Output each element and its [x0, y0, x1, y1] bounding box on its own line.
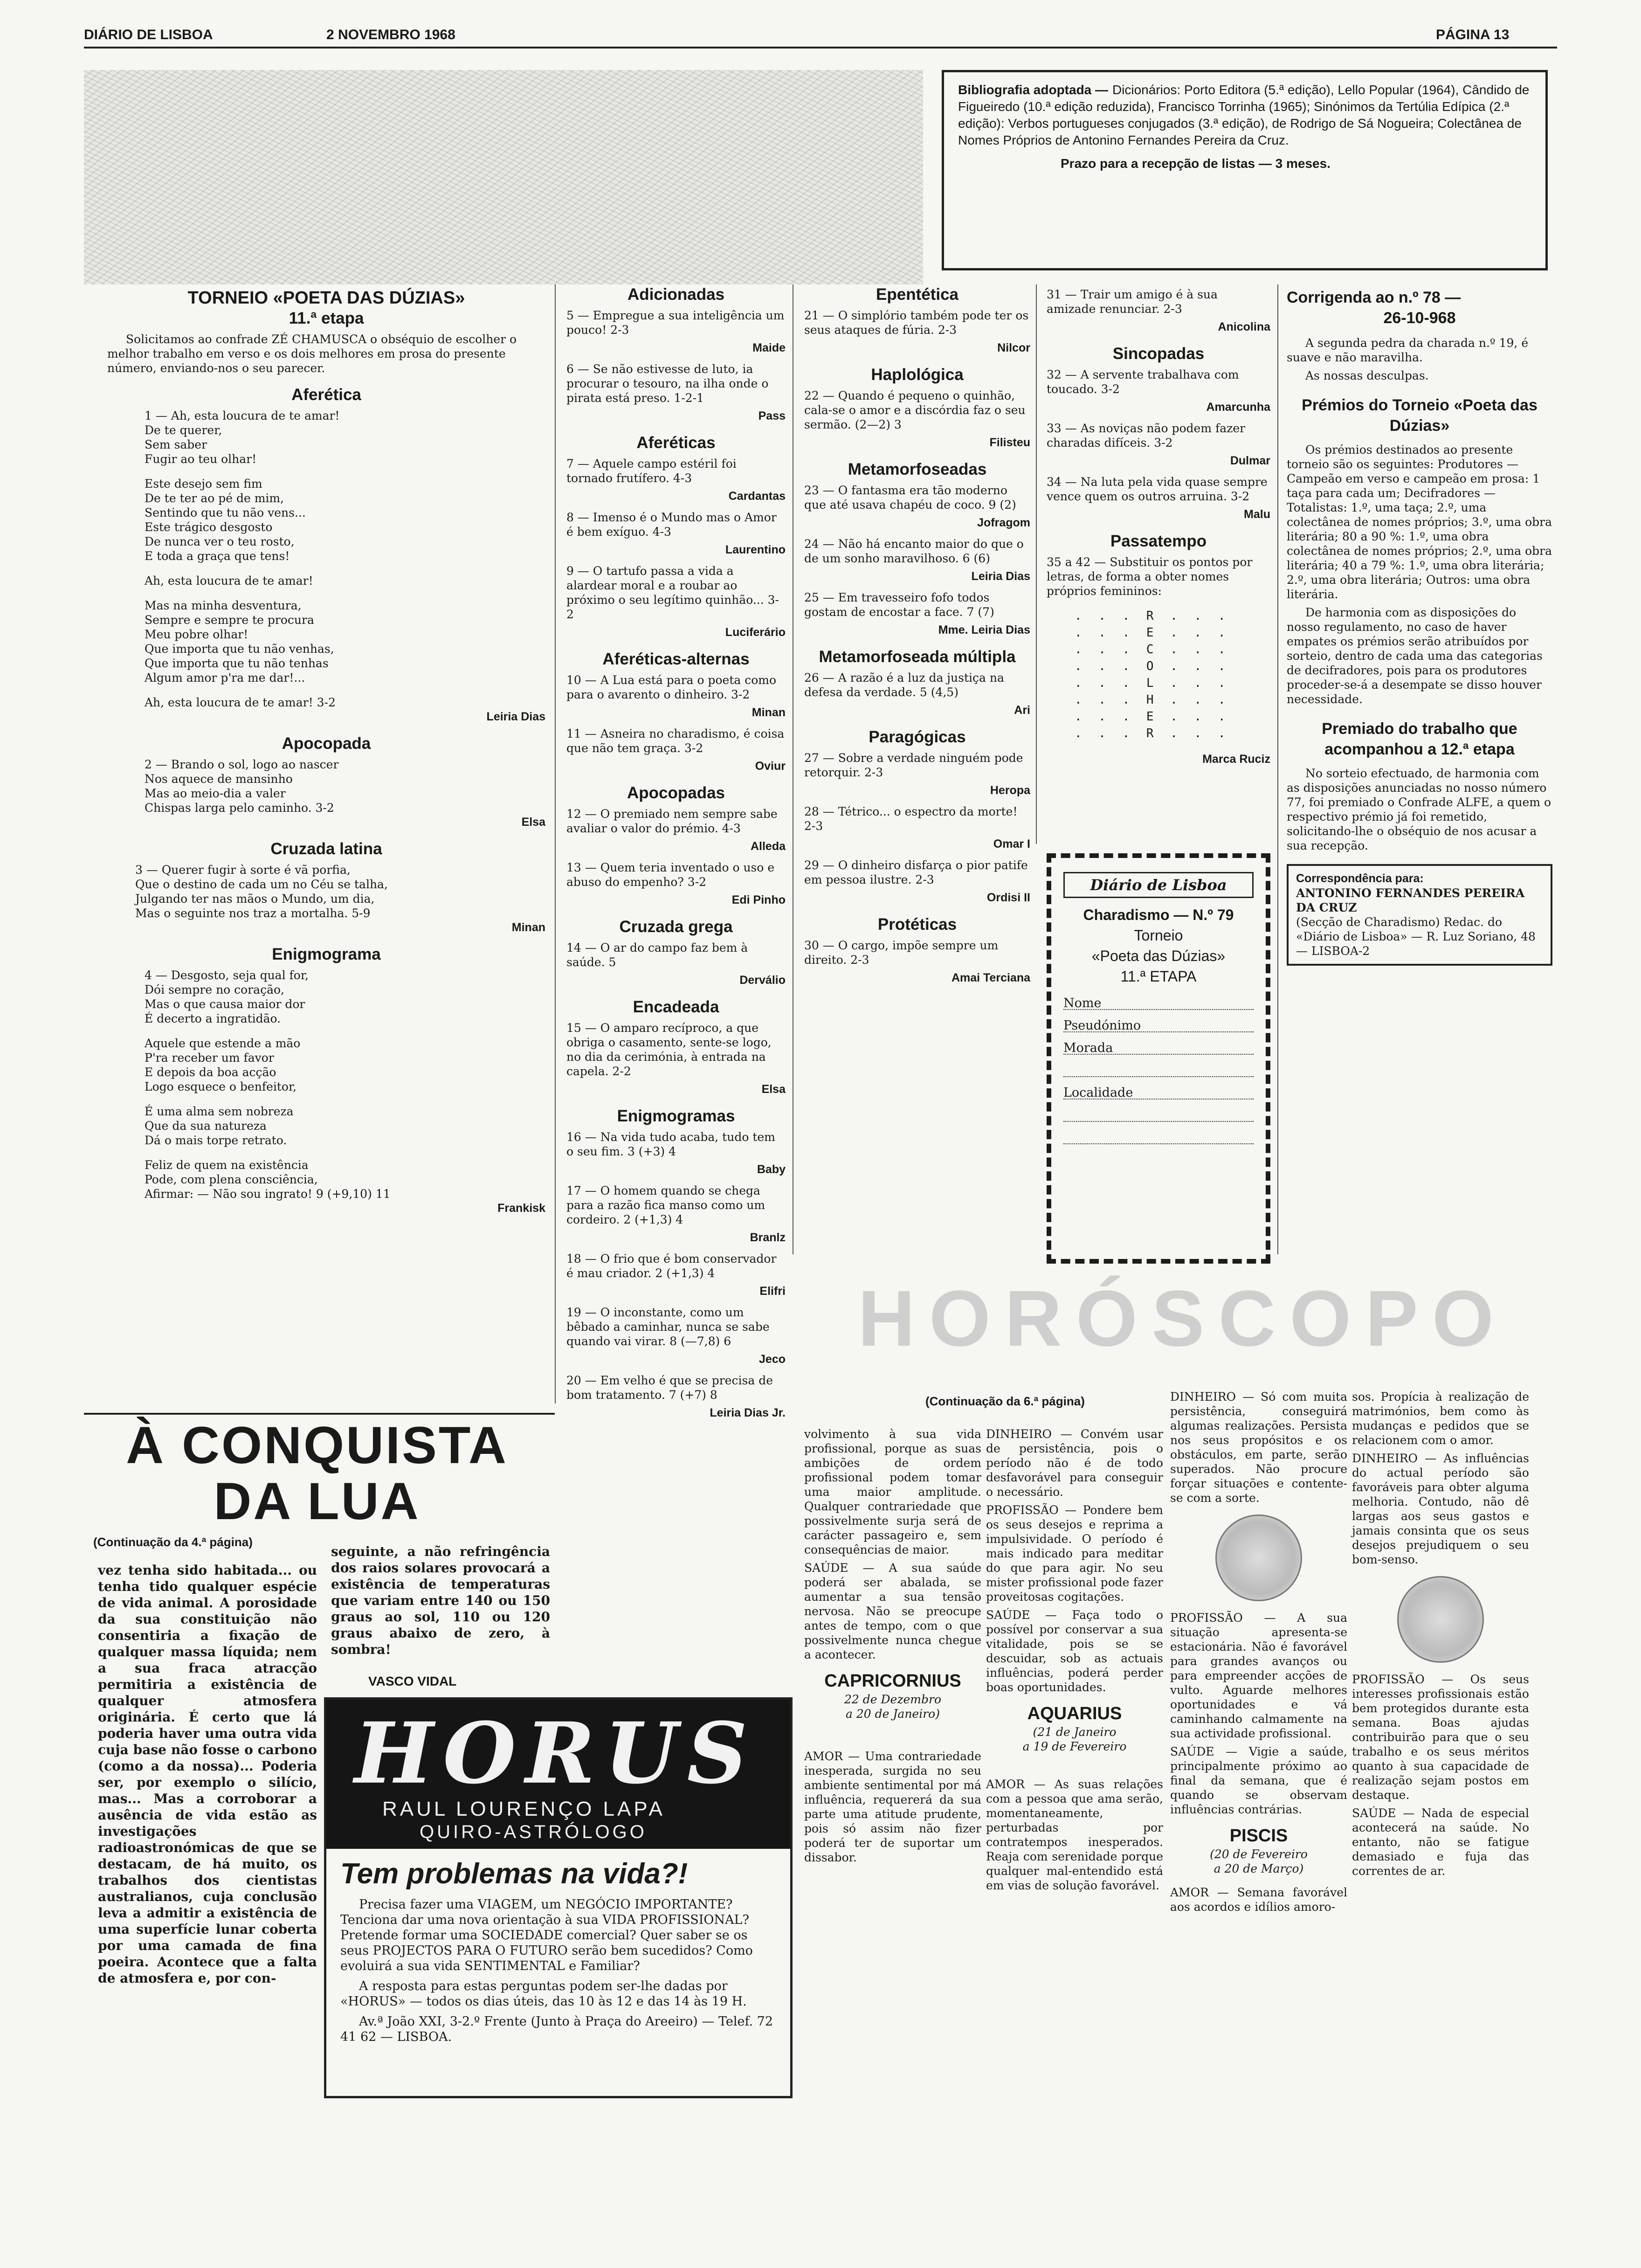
- horoscope-col-1: [804, 1427, 981, 1868]
- issue-date: 2 NOVEMBRO 1968: [326, 27, 455, 42]
- faded-banner-image: [84, 70, 923, 284]
- horus-address: Av.ª João XXI, 3-2.º Frente (Junto à Praça do Areeiro) — Telef. 72 41 62 — LISBOA.: [340, 2014, 773, 2044]
- poem-line: Julgando ter nas mãos o Mundo, um dia,: [135, 892, 375, 906]
- charade: 19 — O inconstante, como um bêbado a caminhar, nunca se sabe quando vai virar. 8 (—7,8) 6: [566, 1306, 770, 1348]
- corrigenda-title: Corrigenda ao n.º 78 —: [1287, 289, 1461, 306]
- charade: 32 — A servente trabalhava com toucado. 3-2: [1047, 368, 1239, 396]
- coupon-line: Torneio: [1134, 927, 1183, 944]
- letter-grid: . . . R . . . . . . E . . . . . . C . . . . . . O . . . . . . L . . . . . . H . . . . . . E . . . . . . R . . .: [1075, 609, 1230, 740]
- grid-letter: C: [1146, 643, 1158, 657]
- moon-article-col-1: vez tenha sido habitada... ou tenha tido qualquer espécie de vida animal. A porosidade da sua constituição não consentiria a fixação de qualquer massa líquida; nem a sua fraca atracção permitiria a existência de qualquer atmosfera originária. É certo que lá poderia haver uma outra vida cuja base não fosse o carbono (como a da nossa)... Poderia ser, por exemplo o silício, mas... Mas a corroborar a ausência de vida estão as investigações radioastronómicas de que se destacam, de há muito, os trabalhos dos cientistas australianos, cuja conclusão leva a admitir a existência de uma superfície lunar coberta por uma camada de fina poeira. Acontece que a falta de atmosfera e, por con-: [98, 1563, 317, 1986]
- author: Luciferário: [725, 626, 786, 639]
- horoscope-text: PROFISSÃO — Os seus interesses profissionais estão bem protegidos durante esta semana. Boas ajudas contribuirão para que o seu trabalho e os seus méritos quanto à sua capacidade de realização sejam postos em destaque.: [1352, 1673, 1529, 1802]
- sign-capricorn: CAPRICORNIUS: [824, 1671, 961, 1691]
- section-heading: Aferéticas: [636, 434, 716, 452]
- author: Marca Ruciz: [1202, 753, 1270, 766]
- coupon-locality-field[interactable]: Localidade: [1063, 1086, 1254, 1099]
- sign-dates: (21 de Janeiro: [1033, 1725, 1117, 1739]
- author: Baby: [757, 1163, 786, 1176]
- charade: 8 — Imenso é o Mundo mas o Amor é bem exíguo. 4-3: [566, 511, 777, 539]
- section-heading: Enigmogramas: [617, 1107, 735, 1125]
- charade: 23 — O fantasma era tão moderno que até usava chapéu de coco. 9 (2): [804, 484, 1016, 512]
- poem-line: Ah, esta loucura de te amar!: [145, 574, 313, 588]
- charade: 7 — Aquele campo estéril foi tornado frutífero. 4-3: [566, 457, 737, 485]
- poem-line: De te ter ao pé de mim,: [145, 491, 284, 505]
- grid-letter: O: [1146, 659, 1158, 673]
- horus-logo: HORUS: [354, 1704, 757, 1803]
- coupon-line: Charadismo — N.º 79: [1083, 906, 1234, 923]
- horoscope-text: PROFISSÃO — A sua situação apresenta-se estacionária. Não é favorável para grandes avanços ou para empreender acções de vulto. Aguarde melhores oportunidades e vá caminhando calmamente na sua actividade profissional.: [1170, 1611, 1347, 1740]
- sign-dates: a 19 de Fevereiro: [1022, 1740, 1127, 1753]
- author: Cardantas: [728, 490, 786, 503]
- poem-line: Chispas larga pelo caminho. 3-2: [145, 801, 334, 815]
- section-heading: Metamorfoseada múltipla: [819, 648, 1016, 666]
- poem-line: P'ra receber um favor: [145, 1051, 274, 1065]
- poem-line: Aquele que estende a mão: [145, 1037, 301, 1050]
- sign-dates: (20 de Fevereiro: [1210, 1847, 1308, 1861]
- charade: 24 — Não há encanto maior do que o de um sonho maravilhoso. 6 (6): [804, 537, 1024, 565]
- winner-text: No sorteio efectuado, de harmonia com as disposições anunciadas no nosso número 77, foi premiado o Confrade ALFE, a quem o respectivo prémio já foi remetido, solicitando-lhe o obséquio de nos acusar a sua recepção.: [1287, 767, 1551, 852]
- poem-line: Pode, com plena consciência,: [145, 1173, 318, 1186]
- poem-line: Que o destino de cada um no Céu se talha,: [135, 878, 388, 891]
- poem-line: Sentindo que tu não vens...: [145, 506, 306, 519]
- author: Jeco: [759, 1353, 786, 1366]
- poem-line: Afirmar: — Não sou ingrato! 9 (+9,10) 11: [145, 1187, 391, 1201]
- charade: 10 — A Lua está para o poeta como para o avarento o dinheiro. 3-2: [566, 673, 777, 701]
- bibliography-box: [942, 70, 1548, 270]
- section-heading: Aferética: [291, 386, 361, 404]
- poem-line: Algum amor p'ra me dar!...: [145, 671, 305, 685]
- sign-dates: 22 de Dezembro: [844, 1693, 942, 1706]
- correspondence-name: ANTONINO FERNANDES PEREIRA DA CRUZ: [1296, 886, 1525, 914]
- charade: 21 — O simplório também pode ter os seus ataques de fúria. 2-3: [804, 309, 1029, 337]
- poem-line: É uma alma sem nobreza: [145, 1105, 294, 1118]
- section-heading: Haplológica: [871, 366, 964, 384]
- coupon-line: «Poeta das Dúzias»: [1091, 947, 1226, 964]
- sign-aquarius: AQUARIUS: [1027, 1704, 1122, 1723]
- grid-letter: E: [1146, 626, 1158, 640]
- poem-line: De nunca ver o teu rosto,: [145, 535, 295, 548]
- corrigenda-text: A segunda pedra da charada n.º 19, é suave e não maravilha.: [1287, 336, 1529, 364]
- poem-line: E toda a graça que tens!: [145, 549, 290, 563]
- entry-coupon: [1047, 853, 1270, 1264]
- horoscope-text: DINHEIRO — Convém usar de persistência, pois o período não é de todo desfavorável para conseguir o necessário.: [986, 1427, 1163, 1499]
- charade: 34 — Na luta pela vida quase sempre vence quem os outros arruina. 3-2: [1047, 475, 1268, 503]
- charade: 17 — O homem quando se chega para a razão fica manso como um cordeiro. 2 (+1,3) 4: [566, 1184, 765, 1226]
- horoscope-col-2: [986, 1427, 1163, 1896]
- horoscope-text: DINHEIRO — Só com muita persistência, conseguirá algumas realizações. Persista nos seus propósitos e os obstáculos, em parte, serão superados. Não procure forçar situações e contente-se com a sorte.: [1170, 1390, 1347, 1505]
- poem-line: De te querer,: [145, 423, 222, 437]
- charade: 29 — O dinheiro disfarça o pior patife em pessoa ilustre. 2-3: [804, 858, 1028, 886]
- author: Leiria Dias Jr.: [710, 1406, 786, 1419]
- coupon-line: 11.ª ETAPA: [1120, 968, 1197, 985]
- poem-line: Meu pobre olhar!: [145, 628, 248, 641]
- author: Leiria Dias: [486, 710, 545, 723]
- charade: 28 — Tétrico... o espectro da morte! 2-3: [804, 805, 1018, 833]
- poem-line: 1 — Ah, esta loucura de te amar!: [145, 409, 340, 422]
- horus-name: RAUL LOURENÇO LAPA: [382, 1798, 665, 1820]
- horoscope-title: HORÓSCOPO: [858, 1274, 1508, 1363]
- author: Jofragom: [977, 516, 1030, 529]
- poem-line: Que da sua natureza: [145, 1119, 267, 1133]
- poem-line: Nos aquece de mansinho: [145, 772, 293, 786]
- section-heading: Adicionadas: [627, 285, 725, 304]
- charade: 30 — O cargo, impõe sempre um direito. 2-3: [804, 939, 999, 967]
- author: Maide: [752, 341, 786, 354]
- horoscope-text: SAÚDE — Faça todo o possível por conservar a sua vitalidade, pois se se descuidar, sob as actuais influências, poderá perder boas oportunidades.: [986, 1608, 1163, 1694]
- horoscope-text: SAÚDE — A sua saúde poderá ser abalada, se aumentar a sua tensão nervosa. Não se preocupe antes de tempo, com o que possivelmente nunca chegue a acontecer.: [804, 1561, 981, 1661]
- moon-article-col-2: seguinte, a não refringência dos raios solares provocará a existência de temperaturas que variam entre 140 ou 150 graus ao sol, 110 ou 120 graus abaixo de zero, à sombra!: [331, 1544, 550, 1657]
- charade: 27 — Sobre a verdade ninguém pode retorquir. 2-3: [804, 751, 1023, 779]
- section-heading: Metamorfoseadas: [848, 460, 987, 478]
- author: Omar I: [993, 837, 1030, 850]
- horoscope-text: AMOR — Uma contrariedade inesperada, surgida no seu ambiente sentimental por má influência, requererá da sua parte uma atitude prudente, pois só assim não fizer poderá ter de suportar um dissabor.: [804, 1749, 981, 1864]
- column-divider: [1036, 284, 1037, 844]
- zodiac-medallion-icon: [1215, 1514, 1302, 1601]
- author: Leiria Dias: [971, 570, 1030, 583]
- section-heading: Paragógicas: [869, 728, 966, 746]
- section-heading: Aferéticas-alternas: [602, 650, 750, 668]
- horoscope-text: AMOR — As suas relações com a pessoa que ama serão, momentaneamente, perturbadas por contratempos inesperados. Reaja com serenidade porque qualquer mal-entendido está em vias de solução favorável.: [986, 1777, 1163, 1892]
- poem-line: Sempre e sempre te procura: [145, 613, 314, 627]
- coupon-address-field[interactable]: Morada: [1063, 1041, 1254, 1055]
- coupon-pseudonym-field[interactable]: Pseudónimo: [1063, 1018, 1254, 1032]
- bibliography-deadline: Prazo para a recepção de listas — 3 meses.: [1061, 156, 1331, 171]
- coupon-extra-field[interactable]: [1063, 1108, 1254, 1122]
- coupon-extra-field[interactable]: [1063, 1130, 1254, 1144]
- bibliography-text: Dicionários: Porto Editora (5.ª edição), Lello Popular (1964), Cândido de Figueiredo (10.ª edição reduzida), Francisco Torrinha (1965); Sinónimos da Tertúlia Edípica (2.ª edição): Verbos portugueses conjugados (3.ª edição), de Rodrigo de Sá Nogueira; Colectânea de Nomes Próprios de Antonino Fernandes Pereira da Cruz.: [958, 83, 1530, 147]
- author: Mme. Leiria Dias: [938, 623, 1030, 636]
- author: Elsa: [521, 816, 545, 829]
- horus-advert: [324, 1697, 793, 2098]
- author: Ari: [1014, 704, 1030, 717]
- author: Branlz: [750, 1231, 786, 1244]
- section-heading: Apocopada: [282, 734, 371, 753]
- page-number: PÁGINA 13: [1436, 27, 1510, 42]
- horoscope-text: SAÚDE — Vigie a saúde, principalmente próximo ao final da semana, que é quando se observam influências contrárias.: [1170, 1745, 1347, 1816]
- sign-pisces: PISCIS: [1229, 1826, 1288, 1846]
- winner-title: Premiado do trabalho que acompanhou a 12.ª etapa: [1322, 720, 1517, 758]
- charade: 15 — O amparo recíproco, a que obriga o casamento, sente-se logo, no dia da cerimónia, à entrada na capela. 2-2: [566, 1021, 772, 1078]
- poem-line: Que importa que tu não venhas,: [145, 642, 334, 656]
- poem-line: Este desejo sem fim: [145, 477, 262, 491]
- charade: 6 — Se não estivesse de luto, ia procurar o tesouro, na ilha onde o pirata está preso. 1-2-1: [566, 362, 769, 405]
- poem-line: Dói sempre no coração,: [145, 983, 284, 996]
- horoscope-col-4: [1352, 1390, 1529, 1882]
- author: Minan: [752, 706, 786, 719]
- horus-banner: [326, 1700, 790, 1849]
- stage-label: 11.ª etapa: [289, 309, 364, 327]
- poem-line: Mas o seguinte nos traz a mortalha. 5-9: [135, 906, 371, 920]
- charade: 25 — Em travesseiro fofo todos gostam de encostar a face. 7 (7): [804, 591, 994, 619]
- charadas-column-4: [1047, 287, 1270, 773]
- charade: 16 — Na vida tudo acaba, tudo tem o seu fim. 3 (+3) 4: [566, 1130, 775, 1158]
- moon-title-line-1: À CONQUISTA: [126, 1416, 508, 1474]
- poem-line: Que importa que tu não tenhas: [145, 657, 329, 670]
- section-heading: Apocopadas: [627, 784, 725, 802]
- correspondence-address: (Secção de Charadismo) Redac. do «Diário de Lisboa» — R. Luz Soriano, 48 — LISBOA-2: [1296, 915, 1536, 958]
- author: Amai Terciana: [951, 971, 1030, 984]
- moon-article: [84, 1418, 550, 1555]
- horoscope-text: AMOR — Semana favorável aos acordos e idílios amoro-: [1170, 1886, 1347, 1914]
- section-heading: Enigmograma: [272, 945, 381, 963]
- section-heading: Cruzada latina: [270, 840, 382, 858]
- poem-line: Dá o mais torpe retrato.: [145, 1134, 287, 1147]
- coupon-masthead: Diário de Lisboa: [1063, 872, 1254, 898]
- author: Anicolina: [1218, 320, 1270, 333]
- poem-line: E depois da boa acção: [145, 1065, 276, 1079]
- poem-line: 3 — Querer fugir à sorte é vã porfia,: [135, 863, 351, 877]
- grid-letter: H: [1146, 693, 1158, 707]
- author: Dulmar: [1230, 454, 1270, 467]
- horus-subtitle: QUIRO-ASTRÓLOGO: [420, 1822, 647, 1842]
- author: Pass: [758, 409, 786, 422]
- moon-continuation: (Continuação da 4.ª página): [93, 1535, 253, 1549]
- correspondence-title: Correspondência para:: [1296, 872, 1424, 885]
- author: Amarcunha: [1206, 401, 1270, 414]
- column-divider: [1277, 284, 1278, 1254]
- horoscope-text: PROFISSÃO — Pondere bem os seus desejos e reprima a impulsividade. O período é mais indicado para meditar do que para agir. No seu mister profissional pode fazer proveitosas cogitações.: [986, 1503, 1163, 1604]
- poem-4: [107, 968, 545, 1201]
- author: Heropa: [990, 784, 1030, 797]
- author: Ordisi II: [986, 891, 1030, 904]
- horus-headline: Tem problemas na vida?!: [340, 1858, 688, 1890]
- horoscope-col-3: [1170, 1390, 1347, 1918]
- prizes-text-2: De harmonia com as disposições do nosso regulamento, no caso de haver empates os prémios serão atribuídos por sorteio, dentro de cada uma das categorias de decifradores, pois para os produtores proceder-se-á a desempate se disso houver necessidade.: [1287, 606, 1543, 706]
- corrigenda-date: 26-10-968: [1383, 309, 1456, 327]
- paper-name: DIÁRIO DE LISBOA: [84, 27, 213, 42]
- author: Oviur: [755, 760, 786, 773]
- poem-line: Sem saber: [145, 438, 207, 451]
- author: Filisteu: [989, 436, 1030, 449]
- bibliography-heading: Bibliografia adoptada —: [958, 83, 1109, 97]
- column-divider: [555, 284, 556, 1404]
- author: Nilcor: [997, 341, 1030, 354]
- section-rule: [84, 1413, 555, 1415]
- poem-2: [107, 757, 545, 815]
- horus-text: A resposta para estas perguntas podem ser-lhe dadas por «HORUS» — todos os dias úteis, das 10 às 12 e das 14 às 19 H.: [340, 1979, 747, 2009]
- author: Minan: [511, 921, 545, 934]
- charadas-column-1: [107, 287, 545, 1222]
- horoscope-text: SAÚDE — Nada de especial acontecerá na saúde. No entanto, não se fatigue demasiado e fuja das correntes de ar.: [1352, 1806, 1529, 1878]
- author: Alleda: [750, 840, 786, 853]
- poem-line: 2 — Brando o sol, logo ao nascer: [145, 758, 339, 771]
- poem-line: É decerto a ingratidão.: [145, 1012, 281, 1025]
- charade: 26 — A razão é a luz da justiça na defesa da verdade. 5 (4,5): [804, 671, 1004, 699]
- charade: 5 — Empregue a sua inteligência um pouco! 2-3: [566, 309, 785, 337]
- grid-letter: L: [1146, 676, 1158, 690]
- charade: 9 — O tartufo passa a vida a alardear moral e a roubar ao próximo o seu legítimo quinhão... 3-2: [566, 564, 779, 621]
- horoscope-text: volvimento à sua vida profissional, porque as suas ambições de ordem profissional podem tomar uma maior amplitude. Qualquer contrariedade que possivelmente surja será de carácter passageiro e, sem consequências de maior.: [804, 1427, 981, 1556]
- charade: 12 — O premiado nem sempre sabe avaliar o valor do prémio. 4-3: [566, 807, 778, 835]
- section-heading: Passatempo: [1110, 532, 1207, 550]
- charade: 22 — Quando é pequeno o quinhão, cala-se o amor e a discórdia faz o seu sermão. (2—2) 3: [804, 389, 1026, 431]
- poem-line: 4 — Desgosto, seja qual for,: [145, 968, 309, 982]
- horoscope-continuation: (Continuação da 6.ª página): [925, 1394, 1085, 1408]
- prizes-text: Os prémios destinados ao presente torneio são os seguintes: Produtores — Campeão em verso e campeão em prosa: 1 taça para cada um; Decifradores — Totalistas: 1.º, uma taça; 2.º, uma colectânea de nomes próprios; 3.º, uma obra literária; 80 a 90 %: 1.º, uma obra colectânea de nomes próprios; 2.º, uma obra literária; 40 a 79 %: 1.º, uma obra literária; 2.º, uma obra literária; Outros: uma obra literária.: [1287, 443, 1552, 601]
- charade: 18 — O frio que é bom conservador é mau criador. 2 (+1,3) 4: [566, 1252, 777, 1280]
- poem-line: Ah, esta loucura de te amar! 3-2: [145, 696, 336, 709]
- charadas-column-3: [804, 287, 1030, 992]
- section-heading: Sincopadas: [1112, 345, 1205, 363]
- zodiac-medallion-icon: [1397, 1576, 1484, 1663]
- grid-letter: E: [1146, 710, 1158, 724]
- author: Frankisk: [497, 1202, 545, 1215]
- charadas-column-5: [1287, 287, 1552, 966]
- header-rule: [84, 47, 1557, 48]
- letter-puzzle-grid: [1047, 608, 1270, 747]
- charade: 20 — Em velho é que se precisa de bom tratamento. 7 (+7) 8: [566, 1374, 773, 1402]
- section-heading: Encadeada: [633, 998, 719, 1016]
- poem-line: Este trágico desgosto: [145, 520, 273, 534]
- grid-letter: R: [1146, 609, 1158, 623]
- tournament-title: TORNEIO «POETA DAS DÚZIAS»: [187, 288, 465, 308]
- poem-line: Mas ao meio-dia a valer: [145, 787, 286, 800]
- sign-dates: a 20 de Janeiro): [846, 1707, 940, 1721]
- charade: 31 — Trair um amigo é à sua amizade renunciar. 2-3: [1047, 288, 1218, 316]
- prizes-title: Prémios do Torneio «Poeta das Dúzias»: [1302, 396, 1538, 435]
- poem-line: Mas na minha desventura,: [145, 599, 302, 612]
- grid-letter: R: [1146, 726, 1158, 740]
- horoscope-text: sos. Propícia à realização de matrimónios, bem como às mudanças e pedidos que se relacionem com o amor.: [1352, 1390, 1529, 1447]
- charade: 14 — O ar do campo faz bem à saúde. 5: [566, 941, 748, 969]
- coupon-name-field[interactable]: Nome: [1063, 996, 1254, 1010]
- charade: 11 — Asneira no charadismo, é coisa que não tem graça. 3-2: [566, 727, 785, 755]
- poem-1: [107, 408, 545, 710]
- sign-dates: a 20 de Março): [1214, 1862, 1304, 1875]
- poem-3: [107, 863, 545, 920]
- section-heading: Cruzada grega: [619, 918, 733, 936]
- charadas-column-2: [566, 287, 786, 1427]
- coupon-address-extra-field[interactable]: [1063, 1063, 1254, 1077]
- intro-text: Solicitamos ao confrade ZÉ CHAMUSCA o obséquio de escolher o melhor trabalho em verso e os dois melhores em prosa do presente número, enviando-nos o seu parecer.: [107, 332, 517, 375]
- puzzle-instructions: 35 a 42 — Substituir os pontos por letras, de forma a obter nomes próprios femininos:: [1047, 555, 1253, 598]
- author: Derválio: [739, 974, 786, 987]
- author: Laurentino: [725, 543, 786, 556]
- corrigenda-apology: As nossas desculpas.: [1305, 369, 1429, 382]
- charade: 13 — Quem teria inventado o uso e abuso do empenho? 3-2: [566, 861, 775, 889]
- author: Edi Pinho: [731, 893, 786, 906]
- poem-line: Fugir ao teu olhar!: [145, 452, 257, 466]
- author: Elsa: [761, 1083, 786, 1096]
- section-heading: Epentética: [876, 285, 958, 304]
- moon-author: VASCO VIDAL: [368, 1674, 457, 1688]
- correspondence-box: [1287, 864, 1552, 966]
- horoscope-text: DINHEIRO — As influências do actual período são favoráveis para obter alguma melhoria. Contudo, não dê largas aos seus gastos e jamais consinta que os seus desejos prejudiquem o seu bom-senso.: [1352, 1452, 1529, 1566]
- poem-line: Feliz de quem na existência: [145, 1158, 309, 1172]
- charade: 33 — As noviças não podem fazer charadas difíceis. 3-2: [1047, 422, 1246, 449]
- author: Malu: [1244, 508, 1270, 521]
- poem-line: Mas o que causa maior dor: [145, 997, 305, 1011]
- author: Elifri: [759, 1285, 786, 1298]
- poem-line: Logo esquece o benfeitor,: [145, 1080, 297, 1093]
- horus-text: Precisa fazer uma VIAGEM, um NEGÓCIO IMPORTANTE? Tenciona dar uma nova orientação à sua VIDA PROFISSIONAL? Pretende formar uma SOCIEDADE comercial? Quer saber se os seus PROJECTOS PARA O FUTURO serão bem sucedidos? Como evoluirá a sua vida SENTIMENTAL e Familiar?: [340, 1897, 753, 1973]
- section-heading: Protéticas: [877, 915, 957, 933]
- moon-title-line-2: DA LUA: [214, 1472, 421, 1530]
